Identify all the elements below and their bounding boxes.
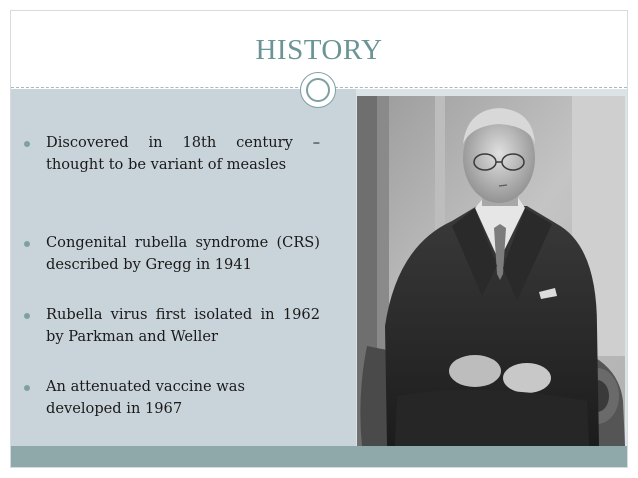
- bullet-text: Rubella virus first isolated in 1962 by Parkman and Weller: [46, 306, 320, 345]
- footer-bar: [11, 446, 627, 467]
- bullet-text: Discovered in 18th century – thought to be variant of measles: [46, 134, 320, 173]
- bullet-text: An attenuated vaccine was developed in 1967: [46, 378, 245, 417]
- bullet-dot-icon: [24, 385, 30, 391]
- bullet-text: Congenital rubella syndrome (CRS) described by Gregg in 1941: [46, 234, 320, 273]
- bullet-dot-icon: [24, 241, 30, 247]
- bullet-dot-icon: [24, 141, 30, 147]
- bullet-dot-icon: [24, 313, 30, 319]
- slide-title: HISTORY: [255, 34, 383, 66]
- portrait-photo: [357, 96, 625, 446]
- ornament-circle-icon: [300, 72, 336, 108]
